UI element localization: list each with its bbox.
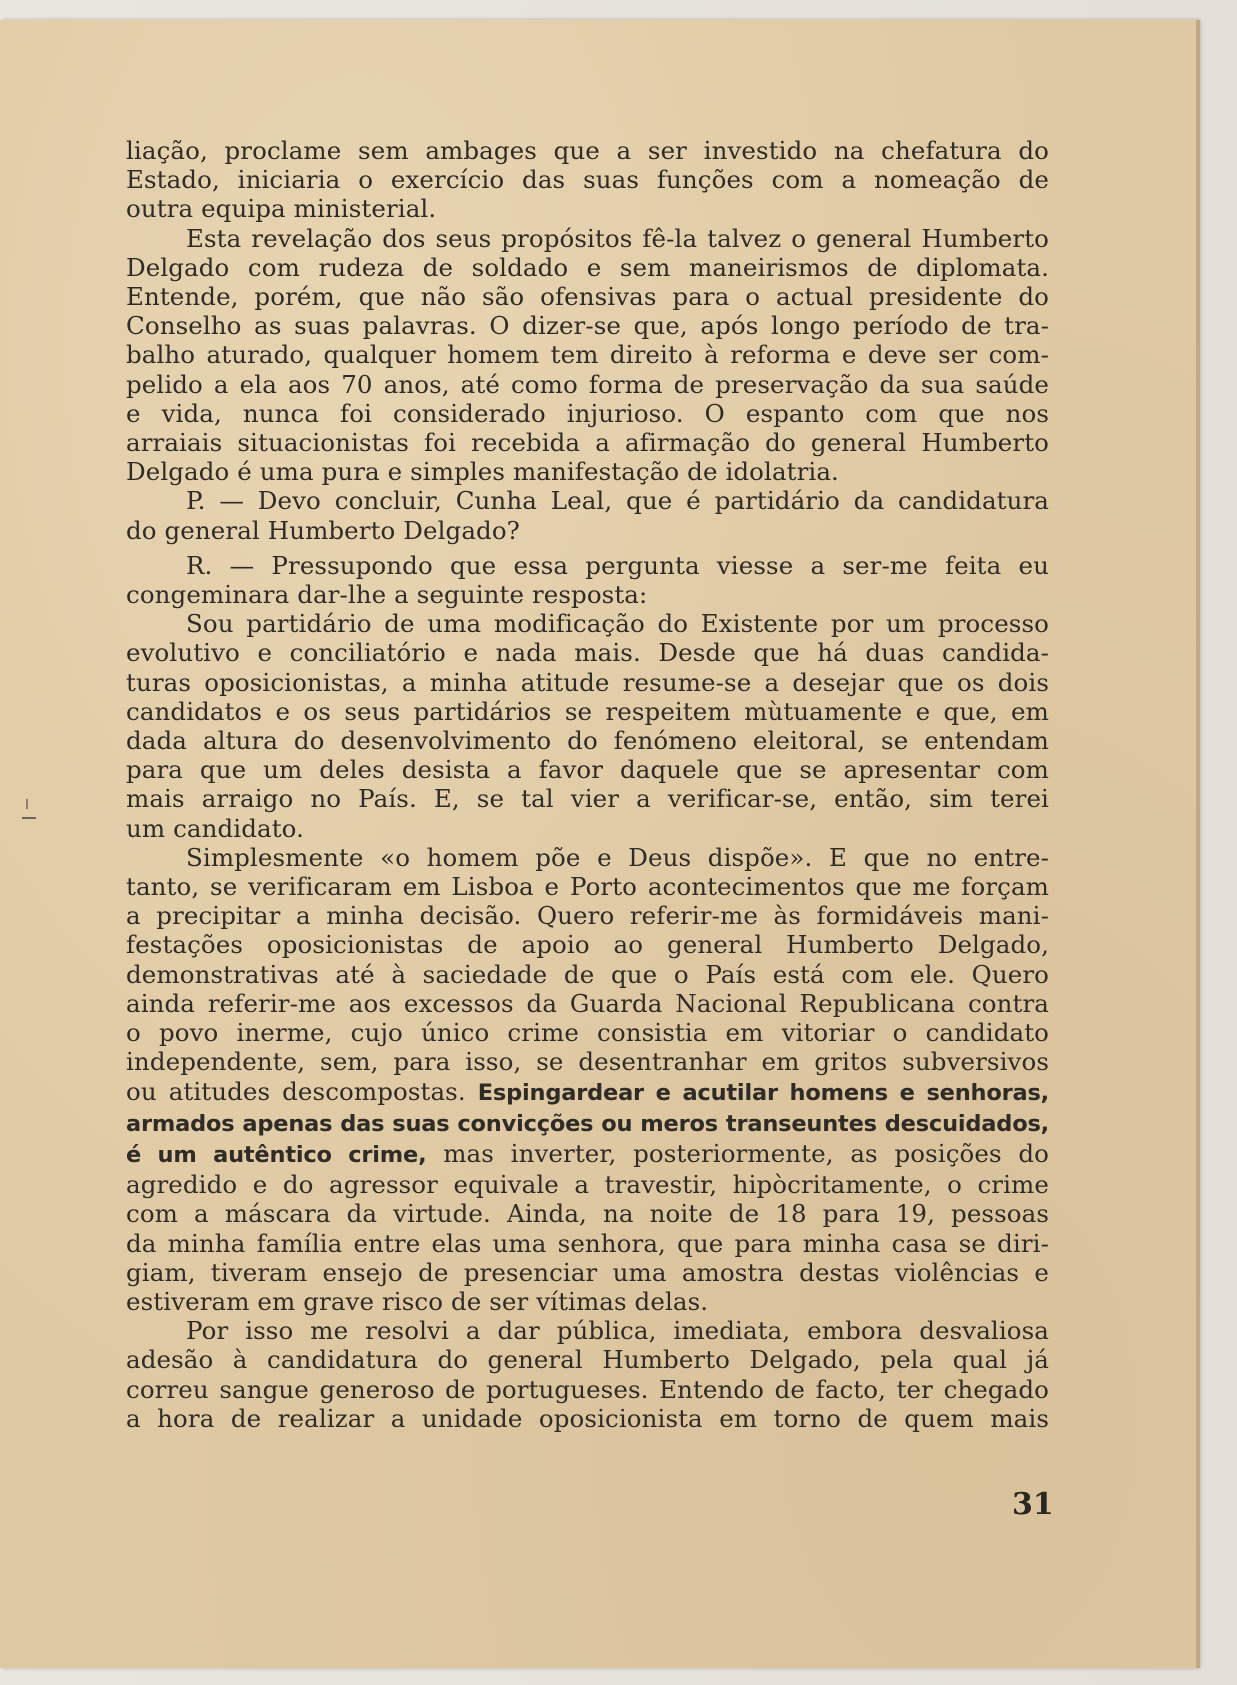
text-line: candidatos e os seus partidários se respeitem mùtuamente e que, em [126,696,1049,726]
text-line: Por isso me resolvi a dar pública, imediata, embora desvaliosa [186,1316,1049,1346]
text-line: Delgado é uma pura e simples manifestação de idolatria. [126,457,839,487]
text-line [126,1108,1049,1139]
text-line: R. — Pressupondo que essa pergunta viesse a ser-me feita eu [186,550,1049,580]
text-line: giam, tiveram ensejo de presenciar uma amostra destas violências e [126,1257,1049,1287]
text-line: demonstrativas até à saciedade de que o País está com ele. Quero [126,959,1049,989]
page-edge [1196,20,1200,1668]
text-line: Simplesmente «o homem põe e Deus dispõe». E que no entre- [186,842,1049,872]
margin-mark [22,817,36,819]
line-text: mas inverter, posteriormente, as posições do [443,1138,1050,1168]
bold-phrase: armados apenas das suas convicções ou meros transeuntes descuidados, [126,1110,1049,1137]
text-line: pelido a ela aos 70 anos, até como forma de preservação da sua saúde [126,369,1049,399]
text-line: dada altura do desenvolvimento do fenómeno eleitoral, se entendam [126,726,1049,756]
line-text: ou atitudes descompostas. [126,1076,466,1106]
text-line: arraiais situacionistas foi recebida a afirmação do general Humberto [126,428,1049,458]
text-line: correu sangue generoso de portugueses. Entendo de facto, ter chegado [126,1374,1049,1404]
page-number: 31 [1012,1487,1054,1522]
text-line: outra equipa ministerial. [126,194,437,224]
text-line: Esta revelação dos seus propósitos fê-la talvez o general Humberto [186,223,1049,253]
text-line: Entende, porém, que não são ofensivas para o actual presidente do [126,282,1049,312]
text-line: adesão à candidatura do general Humberto Delgado, pela qual já [126,1345,1049,1375]
text-line: a precipitar a minha decisão. Quero referir-me às formidáveis mani- [126,901,1049,931]
text-line: festações oposicionistas de apoio ao general Humberto Delgado, [126,930,1049,960]
bold-phrase: é um autêntico crime, [126,1141,427,1168]
text-line: P. — Devo concluir, Cunha Leal, que é partidário da candidatura [186,486,1049,516]
text-line [126,1139,1049,1170]
text-line: Delgado com rudeza de soldado e sem maneirismos de diplomata. [126,252,1049,282]
margin-mark-tick [26,799,28,809]
text-line: da minha família entre elas uma senhora, que para minha casa se diri- [126,1228,1049,1258]
text-line: liação, proclame sem ambages que a ser investido na chefatura do [126,136,1049,165]
text-line: para que um deles desista a favor daquele que se apresentar com [126,755,1049,785]
text-line: e vida, nunca foi considerado injurioso. O espanto com que nos [126,398,1049,428]
text-line: um candidato. [126,813,304,843]
text-line: do general Humberto Delgado? [126,515,520,545]
text-line: mais arraigo no País. E, se tal vier a verificar-se, então, sim terei [126,784,1049,814]
body-text [126,136,1049,1433]
text-line: independente, sem, para isso, se desentranhar em gritos subversivos [126,1047,1049,1077]
text-line: ainda referir-me aos excessos da Guarda Nacional Republicana contra [126,988,1049,1018]
text-line: Sou partidário de uma modificação do Existente por um processo [186,609,1049,639]
text-line: tanto, se verificaram em Lisboa e Porto acontecimentos que me forçam [126,872,1049,902]
text-line: o povo inerme, cujo único crime consistia em vitoriar o candidato [126,1018,1049,1048]
text-line: Estado, iniciaria o exercício das suas funções com a nomeação de [126,165,1049,195]
text-line: estiveram em grave risco de ser vítimas delas. [126,1286,709,1316]
bold-phrase: Espingardear e acutilar homens e senhoras, [477,1079,1050,1106]
text-line [126,1077,1049,1108]
text-line: turas oposicionistas, a minha atitude resume-se a desejar que os dois [126,667,1049,697]
text-line: Conselho as suas palavras. O dizer-se que, após longo período de tra- [126,311,1049,341]
text-line: congeminara dar-lhe a seguinte resposta: [126,580,648,610]
text-line: agredido e do agressor equivale a travestir, hipòcritamente, o crime [126,1170,1049,1200]
text-line: a hora de realizar a unidade oposicionista em torno de quem mais [126,1403,1049,1433]
text-line: evolutivo e conciliatório e nada mais. Desde que há duas candida- [126,638,1049,668]
text-line: balho aturado, qualquer homem tem direito à reforma e deve ser com- [126,340,1049,370]
text-line: com a máscara da virtude. Ainda, na noite de 18 para 19, pessoas [126,1199,1049,1229]
